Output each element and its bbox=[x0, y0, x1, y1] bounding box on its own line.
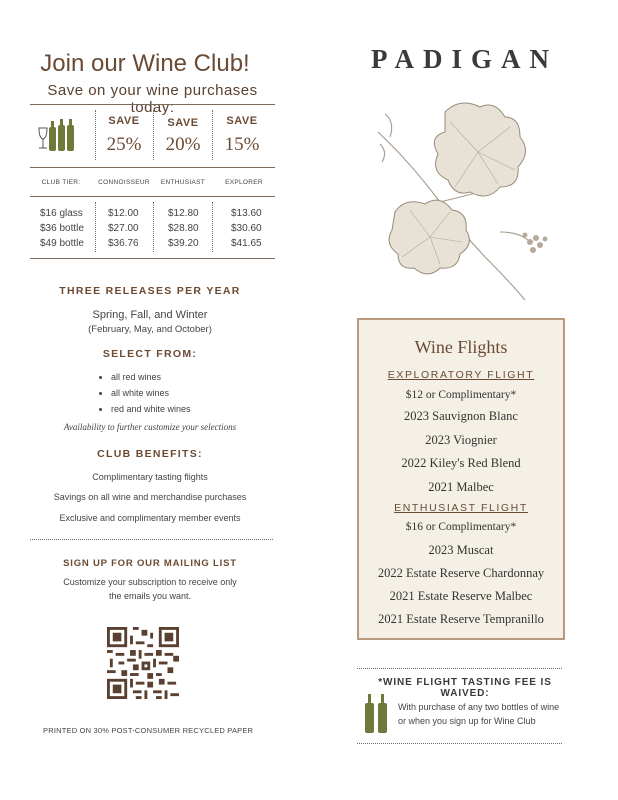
price-cell: $27.00 bbox=[108, 223, 139, 234]
waiver-line: or when you sign up for Wine Club bbox=[398, 716, 536, 726]
exploratory-flight-price: $12 or Complimentary* bbox=[405, 389, 517, 401]
col-divider bbox=[153, 202, 154, 252]
explorer-price-list bbox=[231, 206, 262, 251]
price-cell: $28.80 bbox=[168, 223, 199, 234]
list-item: • all white wines bbox=[111, 385, 191, 401]
flight-wine: 2023 Viognier bbox=[425, 433, 497, 447]
releases-months: (February, May, and October) bbox=[88, 324, 212, 335]
discount-explorer: 15% bbox=[224, 134, 260, 155]
save-label-explorer: SAVE bbox=[226, 115, 258, 127]
base-price: $16 glass bbox=[40, 208, 83, 219]
price-cell: $13.60 bbox=[231, 208, 262, 219]
base-price: $49 bottle bbox=[40, 238, 84, 249]
price-cell: $36.76 bbox=[108, 238, 139, 249]
table-mid-rule bbox=[30, 167, 275, 168]
releases-heading: THREE RELEASES PER YEAR bbox=[59, 285, 241, 297]
col-divider bbox=[212, 202, 213, 252]
qr-code[interactable] bbox=[107, 627, 179, 699]
table-top-rule bbox=[30, 104, 275, 105]
bottles-glass-icon bbox=[36, 118, 80, 154]
base-price-list bbox=[40, 206, 92, 251]
enthusiast-flight-heading: ENTHUSIAST FLIGHT bbox=[394, 502, 528, 514]
flight-wine: 2023 Sauvignon Blanc bbox=[404, 409, 518, 423]
flight-wine: 2023 Muscat bbox=[428, 543, 494, 557]
brand-logo: PADIGAN bbox=[371, 44, 558, 74]
recycled-paper-note: PRINTED ON 30% POST-CONSUMER RECYCLED PAPER bbox=[43, 726, 254, 735]
list-item: • all red wines bbox=[111, 369, 191, 385]
save-label-enthusiast: SAVE bbox=[167, 117, 199, 129]
mailing-line: Customize your subscription to receive only bbox=[63, 577, 237, 587]
flight-wine: 2021 Malbec bbox=[428, 480, 494, 494]
select-options bbox=[98, 369, 191, 417]
enthusiast-flight-price: $16 or Complimentary* bbox=[405, 521, 517, 533]
grape-leaf-illustration bbox=[370, 92, 560, 302]
flight-wine: 2022 Estate Reserve Chardonnay bbox=[377, 566, 545, 580]
discount-connoisseur: 25% bbox=[106, 134, 142, 155]
flight-wine: 2021 Estate Reserve Tempranillo bbox=[378, 612, 544, 626]
select-heading: SELECT FROM: bbox=[102, 348, 198, 360]
flights-heading: Wine Flights bbox=[414, 337, 508, 357]
connoisseur-price-list bbox=[108, 206, 139, 251]
benefit-item: Exclusive and complimentary member events bbox=[59, 513, 241, 523]
tier-enthusiast: ENTHUSIAST bbox=[160, 179, 206, 186]
price-cell: $39.20 bbox=[168, 238, 199, 249]
benefits-heading: CLUB BENEFITS: bbox=[97, 448, 203, 460]
list-item: • red and white wines bbox=[111, 401, 191, 417]
base-price: $36 bottle bbox=[40, 223, 84, 234]
exploratory-flight-heading: EXPLORATORY FLIGHT bbox=[387, 369, 535, 381]
tier-connoisseur: CONNOISSEUR bbox=[98, 179, 150, 186]
table-sub-rule bbox=[30, 196, 275, 197]
col-divider bbox=[153, 110, 154, 160]
price-cell: $12.80 bbox=[168, 208, 199, 219]
col-divider bbox=[95, 202, 96, 252]
flight-wine: 2022 Kiley's Red Blend bbox=[401, 456, 521, 470]
waiver-heading: *WINE FLIGHT TASTING FEE IS WAIVED: bbox=[378, 677, 552, 699]
select-note: Availability to further customize your selections bbox=[63, 422, 237, 432]
save-label-connoisseur: SAVE bbox=[108, 115, 140, 127]
discount-enthusiast: 20% bbox=[165, 134, 201, 155]
table-bottom-rule bbox=[30, 258, 275, 259]
flight-wine: 2021 Estate Reserve Malbec bbox=[389, 589, 533, 603]
releases-seasons: Spring, Fall, and Winter bbox=[92, 309, 208, 321]
benefit-item: Savings on all wine and merchandise purchases bbox=[53, 492, 247, 502]
wine-club-subtitle: Save on your wine purchases today: bbox=[47, 82, 258, 116]
tier-label: CLUB TIER: bbox=[41, 179, 81, 186]
benefit-item: Complimentary tasting flights bbox=[92, 472, 208, 482]
price-cell: $12.00 bbox=[108, 208, 139, 219]
dotted-divider bbox=[357, 668, 562, 669]
mailing-line: the emails you want. bbox=[108, 591, 192, 601]
dotted-divider bbox=[30, 539, 273, 540]
tier-explorer: EXPLORER bbox=[225, 179, 263, 186]
mailing-heading: SIGN UP FOR OUR MAILING LIST bbox=[63, 558, 237, 569]
waiver-text bbox=[398, 700, 578, 728]
enthusiast-price-list bbox=[168, 206, 199, 251]
wine-club-title: Join our Wine Club! bbox=[40, 50, 250, 77]
price-cell: $30.60 bbox=[231, 223, 262, 234]
price-cell: $41.65 bbox=[231, 238, 262, 249]
dotted-divider bbox=[357, 743, 562, 744]
col-divider bbox=[212, 110, 213, 160]
waiver-line: With purchase of any two bottles of wine bbox=[398, 702, 560, 712]
wine-bottles-icon bbox=[364, 694, 390, 734]
